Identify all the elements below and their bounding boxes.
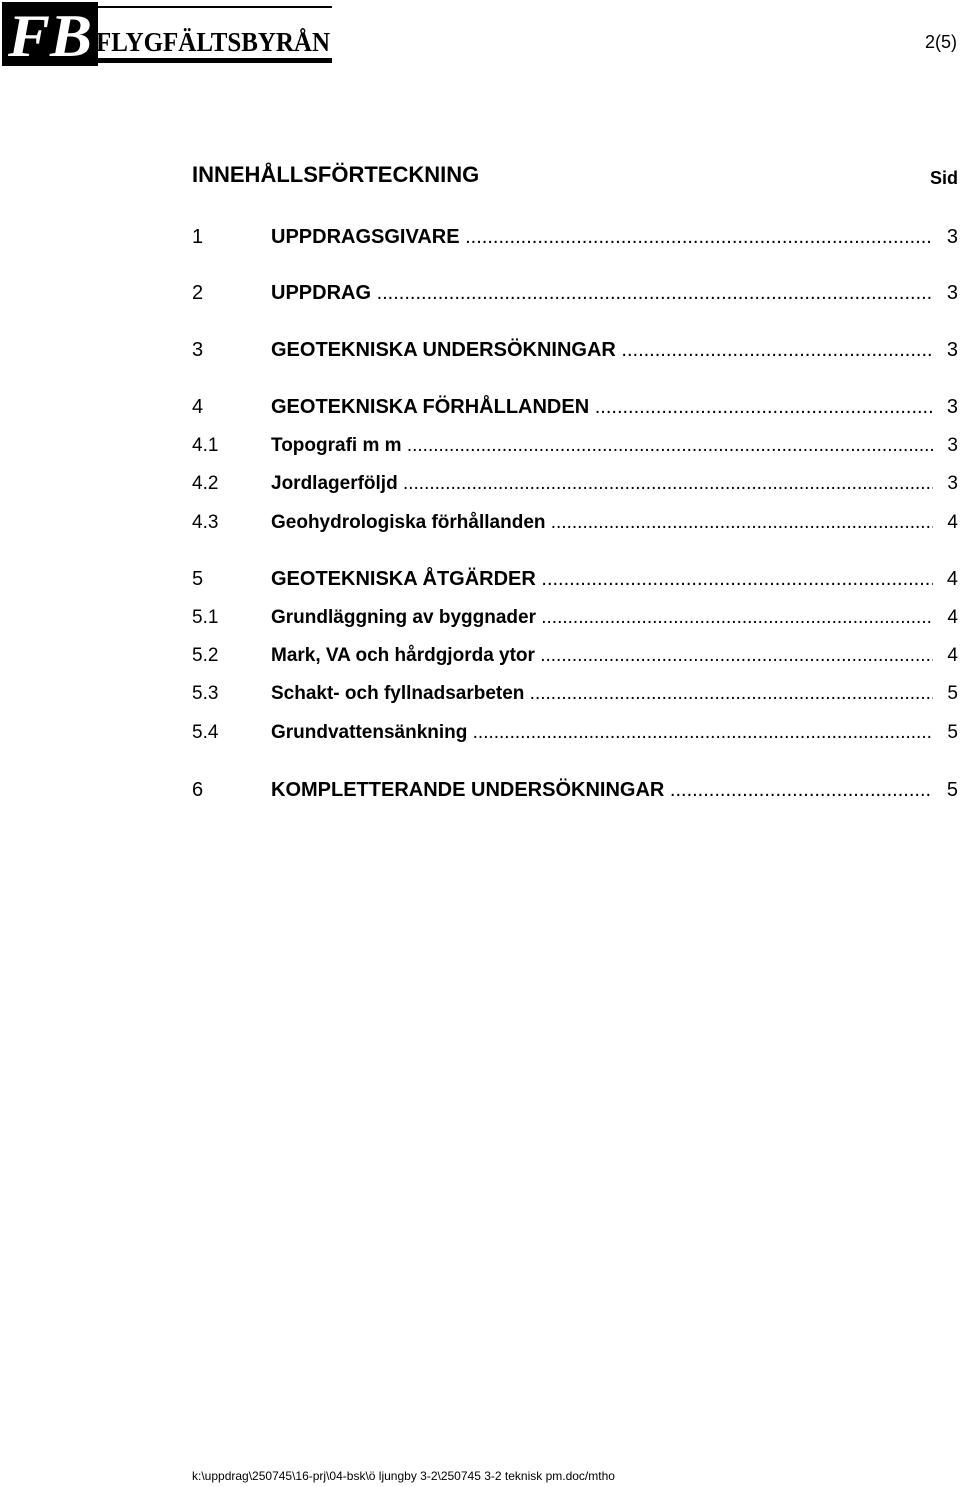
toc-entry-number: 3 [192,339,204,361]
toc-title: INNEHÅLLSFÖRTECKNING [192,162,480,187]
toc-entry-page: 5 [947,722,958,743]
toc-page-column-label: Sid [929,168,958,188]
toc-entry[interactable] [192,720,958,746]
toc-entry-number: 5.4 [192,722,219,743]
toc-entry-text: GEOTEKNISKA UNDERSÖKNINGAR ..... [271,337,933,363]
toc-entry-number: 4.1 [192,435,219,456]
toc-entry-page: 4 [947,512,958,533]
toc-entry-page: 3 [946,339,958,361]
toc-entry-page: 5 [946,779,958,801]
toc-entry-number: 4 [192,396,204,418]
toc-entry[interactable] [192,643,958,669]
toc-entry-text: Mark, VA och hårdgjorda ytor ..... [271,643,933,669]
toc-entry-page: 3 [946,282,958,304]
toc-entry-number: 5 [192,568,204,590]
toc-entry-text: Topografi m m ..... [271,433,933,459]
toc-entry-page: 3 [946,226,958,248]
toc-entry[interactable] [192,566,958,592]
flygfaltsbyran-logo [2,2,332,66]
toc-entry[interactable] [192,224,958,250]
svg-text:FLYGFÄLTSBYRÅN: FLYGFÄLTSBYRÅN [96,27,331,57]
toc-entry[interactable] [192,337,958,363]
toc-entry-number: 4.2 [192,473,219,494]
footer-file-path: k:\uppdrag\250745\16-prj\04-bsk\ö ljungby 3-2\250745 3-2 teknisk pm.doc/mtho [192,1469,615,1483]
toc-entry-page: 4 [947,607,958,628]
toc-entry-text: KOMPLETTERANDE UNDERSÖKNINGAR ..... [271,777,933,803]
toc-entry-page: 4 [947,645,958,666]
toc-entry-text: UPPDRAGSGIVARE ..... [271,224,933,250]
toc-entry-page: 5 [947,683,958,704]
toc-entry[interactable] [192,681,958,707]
toc-entry[interactable] [192,280,958,306]
toc-entry-text: Schakt- och fyllnadsarbeten ..... [271,681,933,707]
toc-entry-number: 1 [192,226,204,248]
toc-entry-text: Geohydrologiska förhållanden ..... [271,510,933,536]
svg-text:FB: FB [6,3,92,66]
toc-entry[interactable] [192,777,958,803]
toc-entry-page: 3 [947,473,958,494]
toc-entry[interactable] [192,394,958,420]
toc-entry-page: 3 [946,396,958,418]
toc-entry-page: 3 [947,435,958,456]
toc-entry[interactable] [192,510,958,536]
toc-entry-number: 2 [192,282,204,304]
toc-entry-text: Grundläggning av byggnader ..... [271,605,933,631]
toc-entry-text: Grundvattensänkning ..... [271,720,933,746]
toc-entry-number: 5.1 [192,607,219,628]
toc-entry-text: GEOTEKNISKA FÖRHÅLLANDEN ..... [271,394,933,420]
toc-entry-number: 5.3 [192,683,219,704]
toc-entry[interactable] [192,433,958,459]
toc-entry[interactable] [192,471,958,497]
toc-entry[interactable] [192,605,958,631]
toc-entry-text: GEOTEKNISKA ÅTGÄRDER ..... [271,566,933,592]
toc-entry-text: Jordlagerföljd ..... [271,471,933,497]
toc-entry-number: 5.2 [192,645,219,666]
toc-entry-number: 6 [192,779,204,801]
toc-entry-page: 4 [946,568,958,590]
page-number: 2(5) [924,32,957,52]
toc-entry-number: 4.3 [192,512,219,533]
toc-entry-text: UPPDRAG ..... [271,280,933,306]
